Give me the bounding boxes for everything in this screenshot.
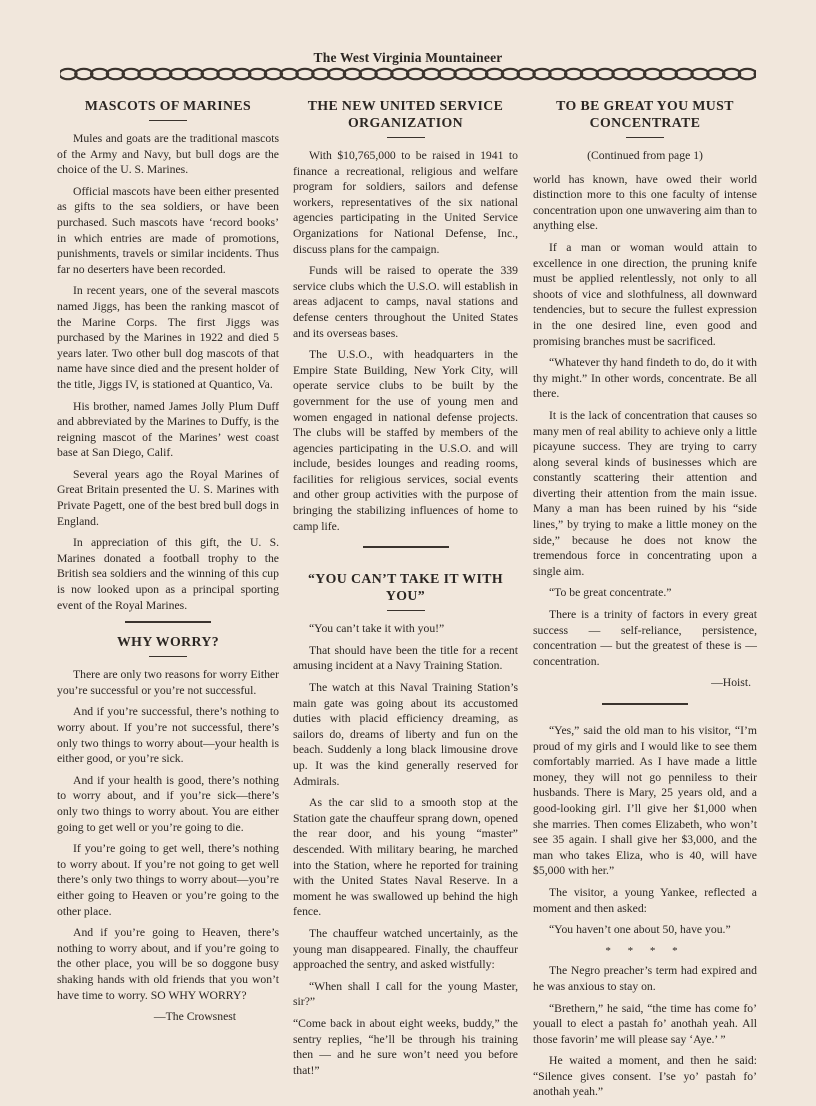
paragraph: His brother, named James Jolly Plum Duff and abbreviated by the Marines to Duffy, is the reigning mascot of the Marines’ west coast base at San Diego, Calif. — [57, 399, 279, 460]
signature: —The Crowsnest — [153, 1010, 237, 1024]
paragraph: The visitor, a young Yankee, reflected a moment and then asked: — [533, 885, 757, 915]
paragraph: “Brethern,” he said, “the time has come fo’ youall to elect a pastah fo’ anothah yeah. All those favorin’ me will please say ‘Aye.’ ” — [533, 1001, 757, 1046]
article-heading: TO BE GREAT YOU MUST CONCENTRATE — [556, 98, 734, 130]
chain-link — [676, 69, 693, 79]
chain-link — [565, 69, 582, 79]
chain-link — [407, 69, 424, 79]
chain-link — [328, 69, 345, 79]
chain-divider — [60, 66, 756, 82]
column-2 — [293, 97, 518, 1084]
chain-link — [486, 69, 503, 79]
heading-rule — [149, 120, 187, 121]
chain-link — [723, 69, 740, 79]
chain-link — [312, 69, 329, 79]
paragraph: If a man or woman would attain to excellence in one direction, the pruning knife must be applied relentlessly, not only to all shoots of vice and slothfulness, all downward tendencies, but to secure the fullest expression in the one desired line, even good and promising branches must be sacrificed. — [533, 240, 757, 348]
paragraph: There is a trinity of factors in every great success — self-reliance, persistence, concentration — but the greatest of these is — concentration. — [533, 608, 757, 668]
chain-link — [138, 69, 155, 79]
chain-link — [344, 69, 361, 79]
paragraph: As the car slid to a smooth stop at the Station gate the chauffeur sprang down, opened the rear door, and his young “master” descended. With military bearing, he marched into the Station, where he reported for training with the United States Naval Reserve. In a moment he was swallowed up behind the high fence. — [293, 796, 518, 919]
chain-link — [644, 69, 661, 79]
chain-link — [375, 69, 392, 79]
chain-link — [597, 69, 614, 79]
column-3 — [533, 97, 757, 1106]
article-heading: MASCOTS OF MARINES — [84, 98, 252, 113]
chain-link — [360, 69, 377, 79]
chain-link — [123, 69, 140, 79]
paragraph: And if your health is good, there’s nothing to worry about, and if you’re sick—there’s only two things to worry about. You are either going to get well or you’re going to die. — [57, 773, 279, 834]
chain-link — [518, 69, 535, 79]
paragraph: The chauffeur watched uncertainly, as the young man disappeared. Finally, the chauffeur approached the sentry, and asked wistfully: — [293, 926, 518, 972]
paragraph: “Yes,” said the old man to his visitor, “I’m proud of my girls and I would like to see them comfortably married. As I have made a little money, they will not go penniless to their husbands. There is Mary, 25 years old, and a good-looking girl. I’ll give her $1,000 when she marries. Then comes Elizabeth, who won’t see 35 again. I shall give her $3,000, and the man who takes Eliza, who is 40, will have $5,000 with her.” — [533, 724, 757, 878]
paragraph: “Whatever thy hand findeth to do, do it with thy might.” In other words, concentrate. Be all there. — [533, 356, 757, 401]
chain-link — [391, 69, 408, 79]
star-separator: * * * * — [605, 944, 685, 957]
article-uso — [293, 97, 518, 534]
chain-link — [502, 69, 519, 79]
chain-link — [202, 69, 219, 79]
chain-link — [628, 69, 645, 79]
chain-link — [186, 69, 203, 79]
paragraph: “You haven’t one about 50, have you.” — [549, 923, 731, 937]
chain-link — [154, 69, 171, 79]
chain-link — [533, 69, 550, 79]
chain-link — [470, 69, 487, 79]
paragraph: The Negro preacher’s term had expired and he was anxious to stay on. — [533, 964, 757, 993]
paragraph: “Come back in about eight weeks, buddy,” the sentry replies, “he’ll be through his training then — and he sure won’t need you before that!” — [293, 1016, 518, 1077]
section-divider — [125, 621, 211, 623]
article-concentrate — [533, 97, 757, 691]
chain-link — [281, 69, 298, 79]
paragraph: And if you’re successful, there’s nothing to worry about. If you’re not successful, there’s only two things to worry about—your health is either good, or you’re sick. — [57, 705, 279, 766]
article-heading: THE NEW UNITED SERVICE ORGANIZATION — [307, 98, 504, 130]
chain-link — [581, 69, 598, 79]
article-cant-take-it — [293, 570, 518, 1078]
chain-link — [439, 69, 456, 79]
column-1 — [57, 97, 279, 1031]
paragraph: It is the lack of concentration that causes so many men of real ability to achieve only a little picayune success. They are trying to carry along several kinds of businesses which are constantly scattering their attention and diverting their attention from the main issue. Many a man has been ruined by his “side lines,” by trying to make a little money on the side,” because he does not know the tremendous force in concentrating upon a single aim. — [533, 408, 757, 578]
paragraph: Funds will be raised to operate the 339 service clubs which the U.S.O. will establish in areas adjacent to camps, naval stations and defense centers throughout the United States and its overseas bases. — [293, 264, 518, 340]
chain-link — [612, 69, 629, 79]
section-divider — [363, 546, 449, 548]
heading-rule — [626, 137, 664, 138]
heading-rule — [149, 656, 187, 657]
heading-rule — [387, 137, 425, 138]
article-why-worry — [57, 633, 279, 1024]
chain-link — [660, 69, 677, 79]
paragraph: Official mascots have been either presented as gifts to the sea soldiers, or have been purchased. Such mascots have ‘record books’ in which entries are made of promotions, punishments, travels or similar incidents. Thus far no deserters have been recorded. — [57, 184, 279, 276]
paragraph: If you’re going to get well, there’s nothing to worry about. If you’re not going to get well there’s only two things to worry about—you’re either going to Heaven or you’re going to the other place. — [57, 842, 279, 918]
paragraph: Mules and goats are the traditional mascots of the Army and Navy, but bull dogs are the choice of the U. S. Marines. — [57, 132, 279, 177]
chain-link — [217, 69, 234, 79]
chain-link — [91, 69, 108, 79]
masthead-title: The West Virginia Mountaineer — [313, 50, 503, 65]
chain-link — [296, 69, 313, 79]
chain-link — [249, 69, 266, 79]
paragraph: world has known, have owed their world distinction more to this one faculty of intense concentration upon one unwavering aim than to anything else. — [533, 172, 757, 233]
paragraph: With $10,765,000 to be raised in 1941 to finance a recreational, religious and welfare program for soldiers, sailors and defense workers, representatives of the six national agencies participating in the United Service Organizations for National Defense, Inc., discuss plans for the campaign. — [293, 149, 518, 256]
paragraph: “You can’t take it with you!” — [309, 622, 445, 636]
paragraph: And if you’re going to Heaven, there’s nothing to worry about, and if you’re going to the other place, you will be so doggone busy shaking hands with old friends that you won’t have time to worry. SO WHY WORRY? — [57, 926, 279, 1002]
heading-rule — [387, 610, 425, 611]
paragraph: The U.S.O., with headquarters in the Empire State Building, New York City, will operate service clubs to be built by the government for the use of young men and women engaged in national defense projects. The clubs will be staffed by members of the agencies participating in the U.S.O. and will include, besides lounges and reading rooms, facilities for religious services, social events and other group activities with the purpose of bringing the stabilizing influences of home to camp life. — [293, 348, 518, 533]
paragraph: “When shall I call for the young Master, sir?” — [293, 979, 518, 1009]
chain-link — [265, 69, 282, 79]
signature: —Hoist. — [711, 676, 751, 690]
chain-link — [739, 69, 756, 79]
article-heading: “YOU CAN’T TAKE IT WITH YOU” — [308, 571, 503, 604]
chain-link — [454, 69, 471, 79]
paragraph: There are only two reasons for worry Either you’re successful or you’re not successful. — [57, 668, 279, 697]
chain-link — [107, 69, 124, 79]
article-mascots — [57, 97, 279, 613]
paragraph: He waited a moment, and then he said: “Silence gives consent. I’se yo’ pastah fo’ anothah yeah.” — [533, 1054, 757, 1099]
chain-link — [549, 69, 566, 79]
paragraph: “To be great concentrate.” — [549, 586, 672, 600]
chain-link — [707, 69, 724, 79]
chain-link — [233, 69, 250, 79]
paragraph: The watch at this Naval Training Station’s main gate was going about its accustomed duties with placid efficiency dreaming, as sailors do, dreams of liberty and fun on the beach. Suddenly a long black limousine drove up. It was the kind generally reserved for Admirals. — [293, 681, 518, 788]
chain-link — [170, 69, 187, 79]
paragraph: In recent years, one of the several mascots named Jiggs, has been the ranking mascot of the Marine Corps. The first Jiggs was purchased by the Marines in 1922 and died 5 years later. Two other bull dog mascots of that name have since died and the present holder of the title, Jiggs IV, is stationed at Quantico, Va. — [57, 284, 279, 391]
chain-link — [423, 69, 440, 79]
section-divider — [602, 703, 688, 705]
article-heading: WHY WORRY? — [116, 634, 219, 650]
paragraph: In appreciation of this gift, the U. S. Marines donated a football trophy to the British sea soldiers and the winning of this cup is now looked upon as a principal sporting event of the Royal Marines. — [57, 536, 279, 612]
paragraph: That should have been the title for a recent amusing incident at a Navy Training Station. — [293, 643, 518, 673]
chain-link — [75, 69, 92, 79]
chain-link — [691, 69, 708, 79]
continued-note: (Continued from page 1) — [587, 149, 703, 162]
article-jokes — [533, 723, 757, 1100]
paragraph: Several years ago the Royal Marines of Great Britain presented the U. S. Marines with Private Pagett, one of the best bred bull dogs in England. — [57, 467, 279, 528]
